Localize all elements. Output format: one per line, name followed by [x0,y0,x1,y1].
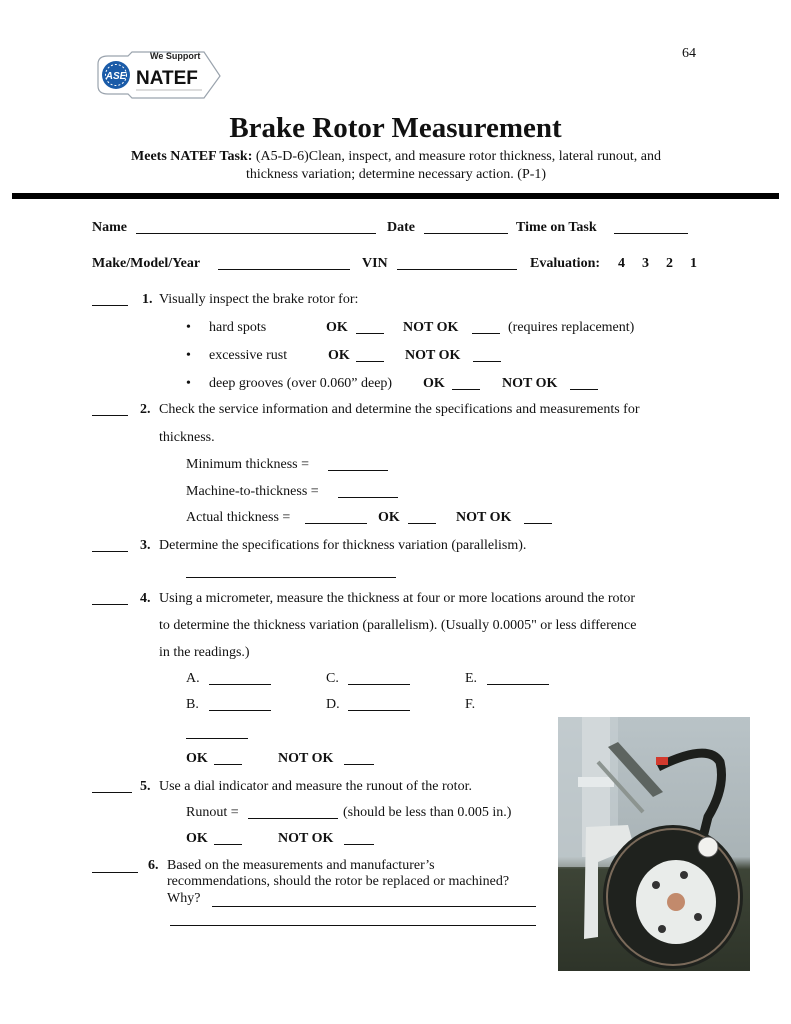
actual-thickness-label: Actual thickness = [186,510,291,525]
page-title: Brake Rotor Measurement [229,112,562,144]
step-3-number: 3. [140,538,151,553]
step-4-not-ok-field[interactable] [344,764,374,765]
bullet-icon: • [186,376,191,391]
hard-spots-label: hard spots [209,320,267,335]
reading-f-label: F. [465,697,476,712]
actual-thickness-field[interactable] [305,523,367,524]
step-2-check[interactable] [92,415,128,416]
date-field[interactable] [424,233,508,234]
reading-d-label: D. [326,697,340,712]
brake-rotor-photo [558,717,750,971]
step-4-ok-label: OK [186,751,208,766]
time-on-task-label: Time on Task [516,220,597,235]
task-text: (A5-D-6)Clean, inspect, and measure rotor thickness, lateral runout, and [255,149,661,164]
step-3-text: Determine the specifications for thickness variation (parallelism). [159,538,527,553]
natef-logo [92,44,222,106]
reading-d-field[interactable] [348,710,410,711]
why-answer-line-2[interactable] [170,925,536,926]
reading-e-label: E. [465,671,478,686]
hard-spots-ok-label: OK [326,320,348,335]
step-4-text-2: to determine the thickness variation (parallelism). (Usually 0.0005" or less difference [159,618,637,633]
step-1-text: Visually inspect the brake rotor for: [159,292,359,307]
step-5-not-ok-field[interactable] [344,844,374,845]
step-5-ok-label: OK [186,831,208,846]
task-description [90,148,702,184]
step-2-text: Check the service information and determine the specifications and measurements for [159,402,640,417]
step-5-number: 5. [140,779,151,794]
svg-text:We Support: We Support [150,51,201,61]
evaluation-4[interactable]: 4 [618,256,625,271]
make-model-year-label: Make/Model/Year [92,256,201,271]
excessive-rust-ok-label: OK [328,348,350,363]
svg-text:ASE: ASE [105,71,127,82]
reading-b-field[interactable] [209,710,271,711]
reading-a-label: A. [186,671,200,686]
evaluation-label: Evaluation: [530,256,601,271]
why-label: Why? [167,891,201,906]
step-4-text: Using a micrometer, measure the thickness at four or more locations around the rotor [159,591,636,606]
name-field[interactable] [136,233,376,234]
excessive-rust-not-ok-field[interactable] [473,361,501,362]
deep-grooves-label: deep grooves (over 0.060” deep) [209,376,393,391]
runout-label: Runout = [186,805,239,820]
machine-to-thickness-label: Machine-to-thickness = [186,484,319,499]
hard-spots-note: (requires replacement) [508,320,635,335]
vin-field[interactable] [397,269,517,270]
hard-spots-not-ok-field[interactable] [472,333,500,334]
evaluation-1[interactable]: 1 [690,256,697,271]
step-3-check[interactable] [92,551,128,552]
actual-thickness-not-ok-label: NOT OK [456,510,512,525]
reading-e-field[interactable] [487,684,549,685]
parallelism-spec-field[interactable] [186,577,396,578]
reading-b-label: B. [186,697,199,712]
step-6-check[interactable] [92,872,138,873]
step-5-not-ok-label: NOT OK [278,831,334,846]
time-on-task-field[interactable] [614,233,688,234]
bullet-icon: • [186,320,191,335]
bullet-icon: • [186,348,191,363]
step-4-text-3: in the readings.) [159,645,250,660]
actual-thickness-not-ok-field[interactable] [524,523,552,524]
excessive-rust-not-ok-label: NOT OK [405,348,461,363]
deep-grooves-ok-label: OK [423,376,445,391]
brake-rotor-with-dial-indicator-icon [558,717,750,971]
header-divider [12,193,779,199]
why-answer-line-1[interactable] [212,906,536,907]
step-5-ok-field[interactable] [214,844,242,845]
deep-grooves-not-ok-label: NOT OK [502,376,558,391]
deep-grooves-ok-field[interactable] [452,389,480,390]
reading-f-field[interactable] [186,738,248,739]
hard-spots-not-ok-label: NOT OK [403,320,459,335]
deep-grooves-not-ok-field[interactable] [570,389,598,390]
machine-to-thickness-field[interactable] [338,497,398,498]
excessive-rust-ok-field[interactable] [356,361,384,362]
task-text-2: thickness variation; determine necessary action. (P-1) [245,167,547,182]
evaluation-3[interactable]: 3 [642,256,649,271]
minimum-thickness-label: Minimum thickness = [186,457,310,472]
runout-field[interactable] [248,818,338,819]
step-4-ok-field[interactable] [214,764,242,765]
step-6-text-2: recommendations, should the rotor be replaced or machined? [167,874,510,889]
step-4-not-ok-label: NOT OK [278,751,334,766]
task-label: Meets NATEF Task: [131,149,253,164]
step-5-check[interactable] [92,792,132,793]
step-5-text: Use a dial indicator and measure the runout of the rotor. [159,779,472,794]
reading-c-label: C. [326,671,339,686]
svg-text:NATEF: NATEF [136,68,198,89]
runout-note: (should be less than 0.005 in.) [343,805,512,820]
actual-thickness-ok-field[interactable] [408,523,436,524]
natef-key-logo-icon [92,44,222,106]
step-2-text-2: thickness. [159,430,215,445]
actual-thickness-ok-label: OK [378,510,400,525]
page-number: 64 [682,46,696,61]
make-model-year-field[interactable] [218,269,350,270]
date-label: Date [387,220,415,235]
step-4-number: 4. [140,591,151,606]
step-1-check[interactable] [92,305,128,306]
name-label: Name [92,220,127,235]
reading-c-field[interactable] [348,684,410,685]
hard-spots-ok-field[interactable] [356,333,384,334]
step-4-check[interactable] [92,604,128,605]
reading-a-field[interactable] [209,684,271,685]
evaluation-2[interactable]: 2 [666,256,673,271]
step-6-number: 6. [148,858,159,873]
step-1-number: 1. [142,292,153,307]
minimum-thickness-field[interactable] [328,470,388,471]
vin-label: VIN [362,256,388,271]
step-6-text: Based on the measurements and manufacturer’s [167,858,435,873]
excessive-rust-label: excessive rust [209,348,288,363]
step-2-number: 2. [140,402,151,417]
